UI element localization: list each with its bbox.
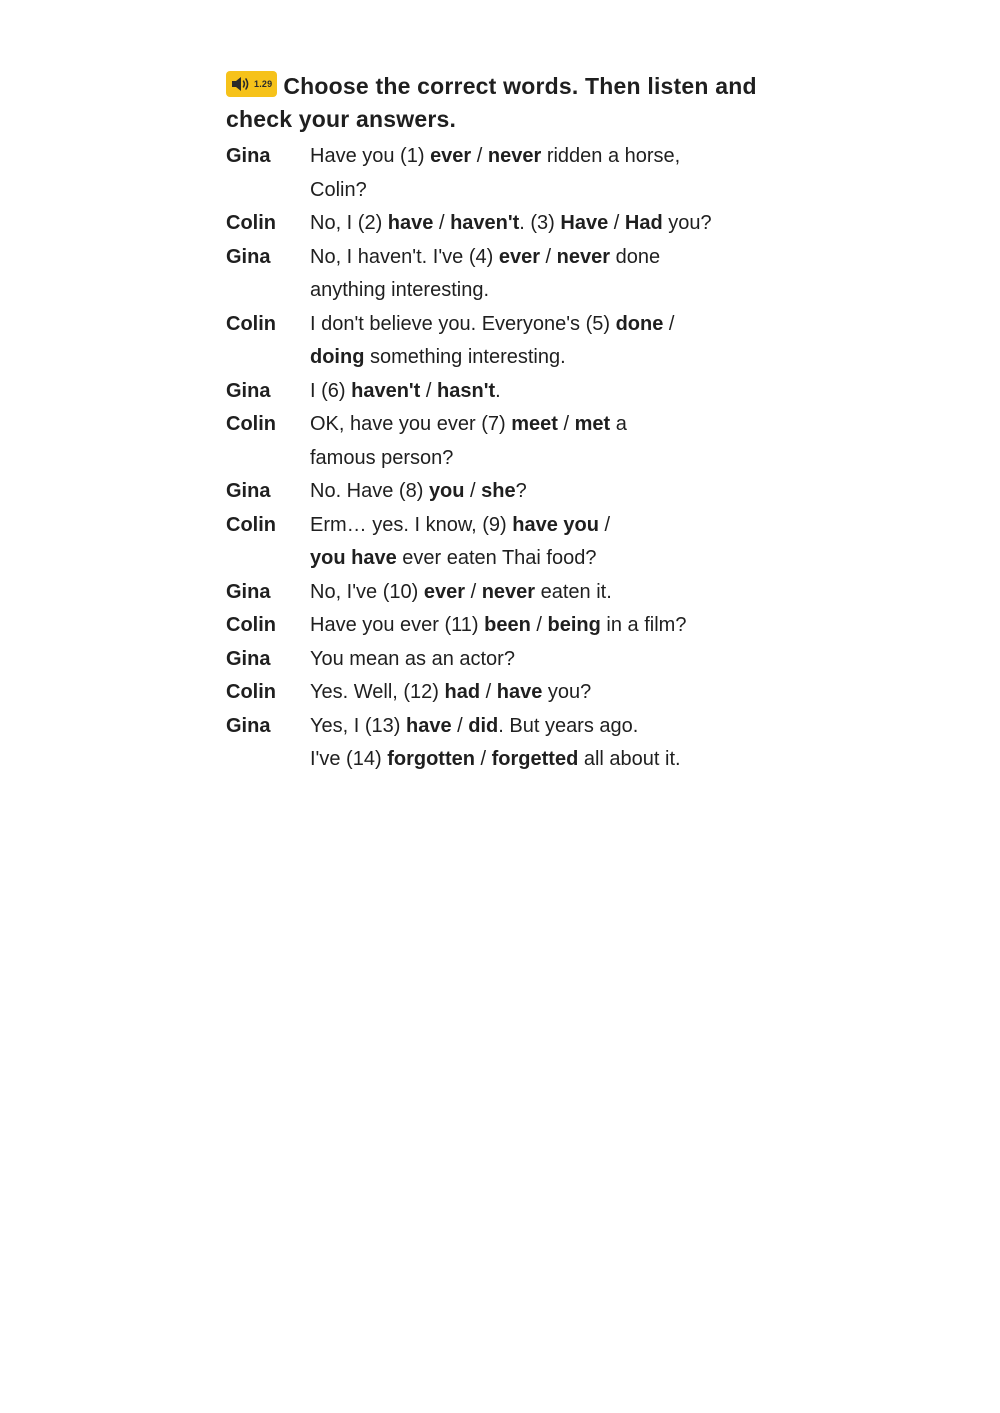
speech-text bbox=[310, 140, 786, 207]
answer-option[interactable]: ever bbox=[498, 245, 540, 268]
speech-row bbox=[310, 207, 786, 241]
speech-segment: OK, have you ever (7) bbox=[310, 413, 512, 435]
speech-segment: . bbox=[495, 379, 501, 402]
dialogue-line bbox=[226, 609, 786, 643]
speech-segment: / bbox=[663, 312, 675, 335]
speaker-name: Colin bbox=[226, 614, 276, 636]
dialogue-line bbox=[226, 308, 786, 375]
speech-row bbox=[310, 308, 786, 342]
speech-segment: No, I (2) bbox=[310, 212, 388, 234]
track-number: 1.29 bbox=[254, 78, 273, 89]
speech-row bbox=[310, 576, 786, 610]
instruction-text: Choose the correct words. Then listen and check your answers. bbox=[226, 73, 757, 132]
dialogue-line bbox=[226, 710, 786, 777]
speech-row bbox=[310, 375, 786, 409]
speech-segment: ridden a horse, bbox=[541, 145, 681, 167]
speech-segment: / bbox=[420, 379, 438, 402]
speech-row bbox=[310, 509, 786, 543]
answer-option[interactable]: met bbox=[574, 413, 611, 435]
speech-text bbox=[310, 576, 786, 610]
speech-segment: Yes, I (13) bbox=[310, 714, 406, 737]
answer-option[interactable]: Have bbox=[560, 212, 609, 234]
answer-option[interactable]: doing bbox=[310, 346, 365, 368]
speech-segment: You mean as an actor? bbox=[310, 647, 515, 670]
speech-segment: ? bbox=[515, 480, 527, 502]
speech-row bbox=[310, 743, 786, 777]
dialogue-line bbox=[226, 576, 786, 610]
audio-badge[interactable] bbox=[226, 71, 277, 97]
answer-option[interactable]: haven't bbox=[450, 212, 520, 234]
speech-text bbox=[310, 408, 786, 475]
speaker-icon bbox=[231, 76, 251, 92]
speaker-name: Gina bbox=[226, 145, 271, 167]
speech-text bbox=[310, 475, 786, 509]
answer-option[interactable]: being bbox=[547, 614, 601, 636]
speech-segment: Have you ever (11) bbox=[310, 614, 485, 636]
speech-row bbox=[310, 609, 786, 643]
answer-option[interactable]: you have bbox=[310, 547, 397, 569]
speech-segment: famous person? bbox=[310, 446, 454, 469]
speech-text bbox=[310, 375, 786, 409]
dialogue-line bbox=[226, 140, 786, 207]
answer-option[interactable]: haven't bbox=[351, 379, 421, 402]
speaker-name: Colin bbox=[226, 212, 276, 234]
exercise bbox=[226, 70, 786, 777]
speech-text bbox=[310, 676, 786, 710]
speech-row bbox=[310, 710, 786, 744]
answer-option[interactable]: forgotten bbox=[387, 748, 475, 770]
speech-segment: / bbox=[464, 480, 482, 502]
speech-row bbox=[310, 140, 786, 174]
speech-segment: you? bbox=[542, 681, 592, 703]
answer-option[interactable]: forgetted bbox=[491, 748, 579, 770]
speaker-name: Gina bbox=[226, 245, 271, 268]
speaker-name: Gina bbox=[226, 647, 271, 670]
speech-segment: all about it. bbox=[578, 748, 681, 770]
answer-option[interactable]: hasn't bbox=[437, 379, 496, 402]
speech-segment: Have you (1) bbox=[310, 145, 431, 167]
speech-row bbox=[310, 174, 786, 208]
speech-segment: / bbox=[539, 245, 557, 268]
speech-row bbox=[310, 341, 786, 375]
instruction-heading bbox=[226, 70, 786, 136]
answer-option[interactable]: done bbox=[615, 312, 664, 335]
answer-option[interactable]: did bbox=[468, 714, 499, 737]
speech-segment: eaten it. bbox=[535, 580, 612, 603]
answer-option[interactable]: never bbox=[556, 245, 611, 268]
dialogue-line bbox=[226, 475, 786, 509]
speech-segment: Colin? bbox=[310, 178, 367, 201]
dialogue-line bbox=[226, 509, 786, 576]
speech-segment: . (3) bbox=[519, 212, 561, 234]
dialogue-line bbox=[226, 643, 786, 677]
speech-segment: / bbox=[530, 614, 548, 636]
speech-segment: I've (14) bbox=[310, 748, 388, 770]
speech-segment: anything interesting. bbox=[310, 279, 490, 301]
speech-segment: / bbox=[480, 681, 497, 703]
speech-segment: I don't believe you. Everyone's (5) bbox=[310, 312, 616, 335]
speech-text bbox=[310, 241, 786, 308]
speech-segment: / bbox=[598, 513, 611, 536]
speaker-name: Colin bbox=[226, 681, 276, 703]
speech-text bbox=[310, 710, 786, 777]
answer-option[interactable]: Had bbox=[624, 212, 663, 234]
speech-segment: . But years ago. bbox=[498, 714, 639, 737]
speech-row bbox=[310, 241, 786, 275]
dialogue-line bbox=[226, 375, 786, 409]
speech-segment: something interesting. bbox=[364, 346, 566, 368]
answer-option[interactable]: never bbox=[481, 580, 536, 603]
speech-segment: / bbox=[474, 748, 492, 770]
speech-text bbox=[310, 509, 786, 576]
speech-segment: a bbox=[610, 413, 627, 435]
speech-segment: / bbox=[608, 212, 625, 234]
speech-segment: done bbox=[610, 245, 661, 268]
speech-text bbox=[310, 609, 786, 643]
speech-text bbox=[310, 308, 786, 375]
speech-segment: / bbox=[471, 145, 488, 167]
answer-option[interactable]: have bbox=[496, 681, 543, 703]
speech-segment: No, I've (10) bbox=[310, 580, 424, 603]
speech-row bbox=[310, 442, 786, 476]
speech-segment: No. Have (8) bbox=[310, 480, 429, 502]
speech-segment: I (6) bbox=[310, 379, 352, 402]
speech-text bbox=[310, 207, 786, 241]
speech-row bbox=[310, 274, 786, 308]
answer-option[interactable]: she bbox=[481, 480, 516, 502]
speech-text bbox=[310, 643, 786, 677]
speech-segment: you? bbox=[662, 212, 712, 234]
dialogue-line bbox=[226, 408, 786, 475]
speech-segment: ever eaten Thai food? bbox=[396, 547, 597, 569]
speaker-name: Gina bbox=[226, 480, 271, 502]
answer-option[interactable]: have bbox=[405, 714, 452, 737]
speech-segment: / bbox=[465, 580, 482, 603]
answer-option[interactable]: meet bbox=[511, 413, 558, 435]
answer-option[interactable]: have bbox=[387, 212, 434, 234]
speaker-name: Colin bbox=[226, 312, 276, 335]
speech-row bbox=[310, 643, 786, 677]
speaker-name: Gina bbox=[226, 379, 271, 402]
dialogue-line bbox=[226, 207, 786, 241]
speech-segment: in a film? bbox=[600, 614, 687, 636]
speaker-name: Gina bbox=[226, 714, 271, 737]
speech-row bbox=[310, 676, 786, 710]
dialogue bbox=[226, 140, 786, 777]
speech-segment: No, I haven't. I've (4) bbox=[310, 245, 499, 268]
speech-row bbox=[310, 542, 786, 576]
answer-option[interactable]: ever bbox=[430, 145, 472, 167]
speaker-name: Colin bbox=[226, 513, 276, 536]
speaker-name: Colin bbox=[226, 413, 276, 435]
answer-option[interactable]: have you bbox=[512, 513, 599, 536]
answer-option[interactable]: had bbox=[444, 681, 481, 703]
speech-row bbox=[310, 408, 786, 442]
answer-option[interactable]: ever bbox=[423, 580, 466, 603]
dialogue-line bbox=[226, 676, 786, 710]
speech-segment: Erm… yes. I know, (9) bbox=[310, 513, 513, 536]
speaker-name: Gina bbox=[226, 580, 271, 603]
answer-option[interactable]: never bbox=[487, 145, 542, 167]
answer-option[interactable]: you bbox=[428, 480, 465, 502]
speech-segment: / bbox=[557, 413, 575, 435]
speech-row bbox=[310, 475, 786, 509]
answer-option[interactable]: been bbox=[484, 614, 531, 636]
speech-segment: / bbox=[451, 714, 469, 737]
dialogue-line bbox=[226, 241, 786, 308]
speech-segment: Yes. Well, (12) bbox=[310, 681, 445, 703]
speech-segment: / bbox=[433, 212, 451, 234]
